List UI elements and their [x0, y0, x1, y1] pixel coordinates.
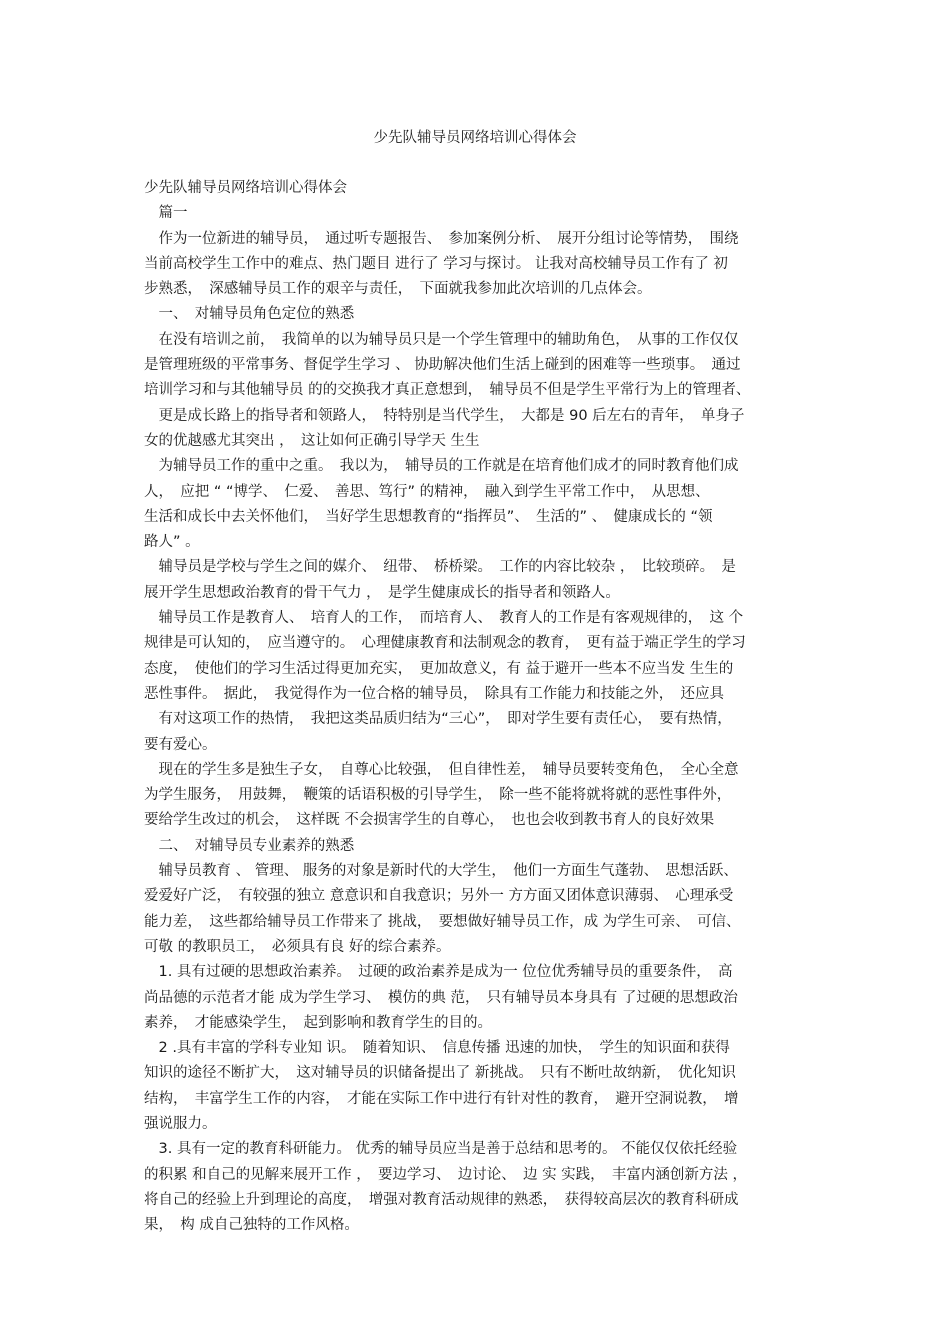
text-line: 作为一位新进的辅导员， 通过听专题报告、 参加案例分析、 展开分组讨论等情势， 围绕 [144, 230, 739, 247]
text-line: 步熟悉， 深感辅导员工作的艰辛与责任， 下面就我参加此次培训的几点体会。 [144, 281, 652, 298]
text-line: 二、 对辅导员专业素养的熟悉 [144, 837, 355, 854]
text-line: 可敬 的教职员工， 必须具有良 好的综合素养。 [144, 938, 451, 955]
text-line: 培训学习和与其他辅导员 的的交换我才真正意想到， 辅导员不但是学生平常行为上的管理者、 [144, 382, 751, 399]
text-line: 当前高校学生工作中的难点、热门题目 进行了 学习与探讨。 让我对高校辅导员工作有了 初 [144, 255, 728, 272]
text-line: 辅导员工作是教育人、 培育人的工作， 而培育人、 教育人的工作是有客观规律的， 这 个 [144, 610, 744, 627]
text-line: 篇一 [144, 205, 188, 222]
text-line: 辅导员是学校与学生之间的媒介、 纽带、 桥桥梁。 工作的内容比较杂 ， 比较琐碎。 是 [144, 559, 736, 576]
text-line: 更是成长路上的指导者和领路人， 特特别是当代学生， 大都是 90 后左右的青年， 单身子 [144, 407, 745, 424]
text-line: 1. 具有过硬的思想政治素养。 过硬的政治素养是成为一 位位优秀辅导员的重要条件， 高 [144, 964, 733, 981]
text-line: 展开学生思想政治教育的骨干气力 ， 是学生健康成长的指导者和领路人。 [144, 584, 620, 601]
text-line: 在没有培训之前， 我简单的以为辅导员只是一个学生管理中的辅助角色， 从事的工作仅仅 [144, 331, 739, 348]
text-line: 结构， 丰富学生工作的内容， 才能在实际工作中进行有针对性的教育， 避开空洞说教， 增 [144, 1090, 739, 1107]
text-line: 一、 对辅导员角色定位的熟悉 [144, 306, 355, 323]
text-line: 女的优越感尤其突出 ， 这让如何正确引导学天 生生 [144, 432, 480, 449]
text-line: 恶性事件。 据此， 我觉得作为一位合格的辅导员， 除具有工作能力和技能之外， 还应具 [144, 685, 724, 702]
text-line: 为辅导员工作的重中之重。 我以为， 辅导员的工作就是在培育他们成才的同时教育他们成 [144, 458, 739, 475]
text-line: 是管理班级的平常事务、督促学生学习 、 协助解决他们生活上碰到的困难等一些琐事。 通过 [144, 357, 741, 374]
document-body [144, 176, 814, 1238]
text-line: 2 .具有丰富的学科专业知 识。 随着知识、 信息传播 迅速的加快， 学生的知识面和获得 [144, 1040, 730, 1057]
text-line: 生活和成长中去关怀他们， 当好学生思想教育的“指挥员”、 生活的” 、 健康成长的 “领 [144, 508, 713, 525]
text-line: 态度， 使他们的学习生活过得更加充实， 更加故意义，有 益于避开一些本不应当发 生生的 [144, 660, 734, 677]
text-line: 有对这项工作的热情， 我把这类品质归结为“三心”， 即对学生要有责任心， 要有热情， [144, 711, 732, 728]
text-line: 少先队辅导员网络培训心得体会 [144, 180, 347, 196]
text-line: 果， 构 成自己独特的工作风格。 [144, 1217, 359, 1234]
text-line: 的积累 和自己的见解来展开工作 ， 要边学习、 边讨论、 边 实 实践， 丰富内涵创新方法 ， [144, 1166, 748, 1183]
text-line: 3. 具有一定的教育科研能力。 优秀的辅导员应当是善于总结和思考的。 不能仅仅依托经验 [144, 1141, 738, 1158]
text-line: 人， 应把 “ “博学、 仁爱、 善思、笃行” 的精神， 融入到学生平常工作中， 从思想、 [144, 483, 710, 500]
text-line: 尚品德的示范者才能 成为学生学习、 模仿的典 范， 只有辅导员本身具有 了过硬的思想政治 [144, 989, 738, 1006]
text-line: 为学生服务， 用鼓舞， 鞭策的话语积极的引导学生， 除一些不能将就将就的恶性事件外， [144, 787, 732, 804]
text-line: 强说服力。 [144, 1115, 217, 1132]
text-line: 要给学生改过的机会， 这样既 不会损害学生的自尊心， 也也会收到教书育人的良好效果 [144, 812, 715, 829]
text-line: 规律是可认知的， 应当遵守的。 心理健康教育和法制观念的教育， 更有益于端正学生的学习 [144, 635, 746, 652]
text-line: 将自己的经验上升到理论的高度， 增强对教育活动规律的熟悉， 获得较高层次的教育科研成 [144, 1191, 739, 1208]
document-title: 少先队辅导员网络培训心得体会 [373, 130, 577, 146]
text-line: 素养， 才能感染学生， 起到影响和教育学生的目的。 [144, 1014, 492, 1031]
text-line: 爱爱好广泛， 有较强的独立 意意识和自我意识；另外一 方方面又团体意识薄弱、 心理承受 [144, 888, 734, 905]
text-line: 现在的学生多是独生子女， 自尊心比较强， 但自律性差， 辅导员要转变角色， 全心全意 [144, 761, 739, 778]
text-line: 知识的途径不断扩大， 这对辅导员的识储备提出了 新挑战。 只有不断吐故纳新， 优化知识 [144, 1065, 736, 1082]
text-line: 路人” 。 [144, 534, 200, 551]
text-line: 辅导员教育 、 管理、 服务的对象是新时代的大学生， 他们一方面生气蓬勃、 思想活跃、 [144, 863, 738, 880]
text-line: 要有爱心。 [144, 736, 217, 753]
text-line: 能力差， 这些都给辅导员工作带来了 挑战， 要想做好辅导员工作，成 为学生可亲、 可信、 [144, 913, 741, 930]
